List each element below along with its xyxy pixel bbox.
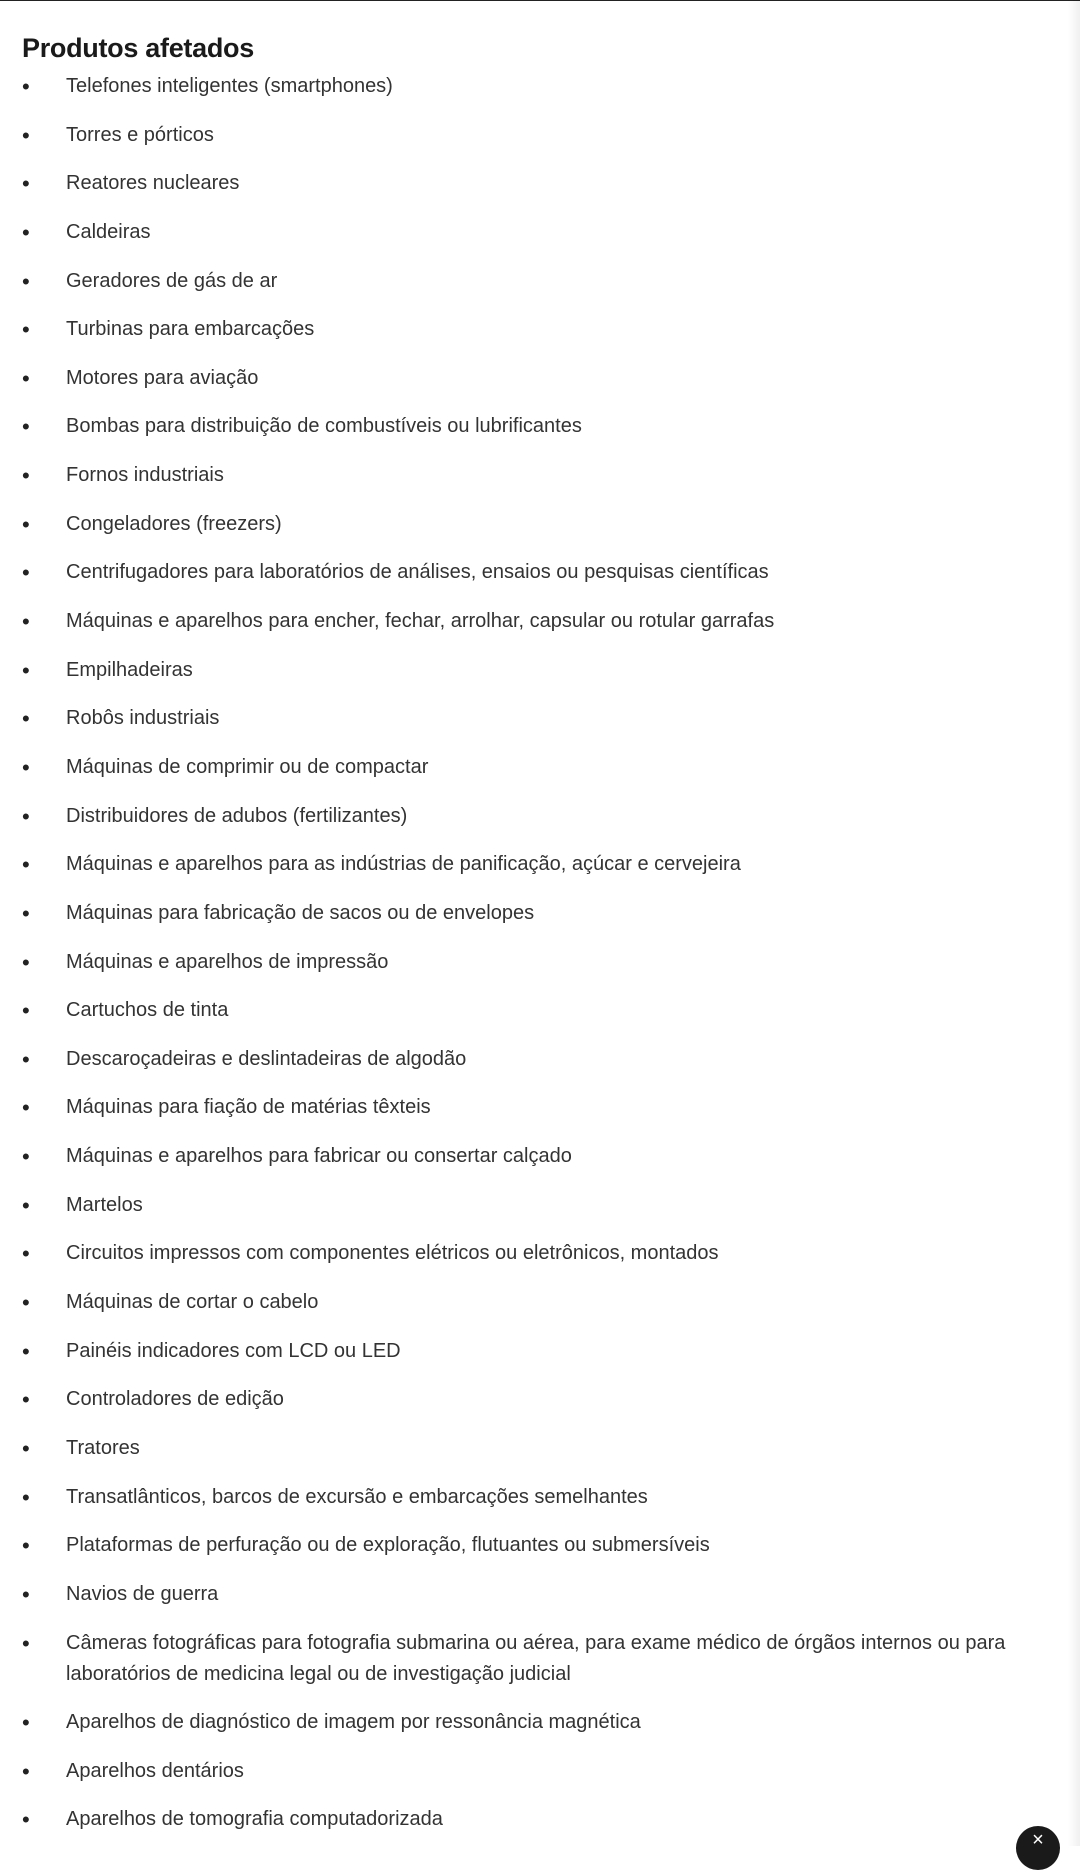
- list-item: [22, 314, 1052, 345]
- bullet-icon: •: [22, 317, 30, 343]
- bullet-icon: •: [22, 852, 30, 878]
- list-item-text: Aparelhos dentários: [66, 1759, 244, 1782]
- list-item-text: Painéis indicadores com LCD ou LED: [66, 1339, 401, 1362]
- bullet-icon: •: [22, 706, 30, 732]
- bullet-icon: •: [22, 1630, 30, 1656]
- list-item-text: Máquinas de cortar o cabelo: [66, 1291, 319, 1314]
- bullet-icon: •: [22, 1581, 30, 1607]
- list-item-text: Máquinas de comprimir ou de compactar: [66, 755, 429, 778]
- list-item: [22, 1141, 1052, 1172]
- bullet-icon: •: [22, 1533, 30, 1559]
- list-item: [22, 1044, 1052, 1075]
- list-item: [22, 1190, 1052, 1221]
- bullet-icon: •: [22, 268, 30, 294]
- bullet-icon: •: [22, 171, 30, 197]
- list-item: [22, 1433, 1052, 1464]
- list-item: [22, 1482, 1052, 1513]
- list-item: [22, 1804, 1052, 1835]
- bullet-icon: •: [22, 414, 30, 440]
- bullet-icon: •: [22, 1046, 30, 1072]
- bullet-icon: •: [22, 1095, 30, 1121]
- bullet-icon: •: [22, 1338, 30, 1364]
- bullet-icon: •: [22, 1807, 30, 1833]
- list-item-text: Empilhadeiras: [66, 658, 193, 681]
- list-item: [22, 217, 1052, 248]
- list-item: [22, 947, 1052, 978]
- scroll-edge-shadow: [1068, 0, 1080, 1846]
- bullet-icon: •: [22, 1758, 30, 1784]
- list-item-text: Aparelhos de diagnóstico de imagem por ressonância magnética: [66, 1711, 641, 1734]
- list-item: [22, 752, 1052, 783]
- bullet-icon: •: [22, 900, 30, 926]
- list-item: [22, 1384, 1052, 1415]
- list-item-text: Bombas para distribuição de combustíveis ou lubrificantes: [66, 415, 582, 438]
- list-item: [22, 1287, 1052, 1318]
- bullet-icon: •: [22, 803, 30, 829]
- list-item: [22, 71, 1052, 102]
- bullet-icon: •: [22, 1290, 30, 1316]
- bullet-icon: •: [22, 219, 30, 245]
- list-item: [22, 509, 1052, 540]
- list-item-text: Fornos industriais: [66, 464, 224, 487]
- list-item: [22, 703, 1052, 734]
- list-item-text: Martelos: [66, 1193, 143, 1216]
- list-item: [22, 1092, 1052, 1123]
- bullet-icon: •: [22, 657, 30, 683]
- list-item-text: Câmeras fotográficas para fotografia submarina ou aérea, para exame médico de órgãos internos ou para laboratórios de medicina legal ou de investigação judicial: [66, 1631, 1006, 1685]
- bullet-icon: •: [22, 511, 30, 537]
- affected-products-section: [22, 28, 1052, 1853]
- list-item-text: Robôs industriais: [66, 707, 220, 730]
- list-item: [22, 363, 1052, 394]
- list-item: [22, 655, 1052, 686]
- list-item-text: Descaroçadeiras e deslintadeiras de algodão: [66, 1047, 467, 1070]
- bullet-icon: •: [22, 1484, 30, 1510]
- list-item: [22, 411, 1052, 442]
- bullet-icon: •: [22, 1192, 30, 1218]
- list-item-text: Máquinas e aparelhos para fabricar ou consertar calçado: [66, 1145, 572, 1168]
- close-button[interactable]: [1016, 1826, 1060, 1870]
- list-item-text: Centrifugadores para laboratórios de análises, ensaios ou pesquisas científicas: [66, 561, 769, 584]
- bullet-icon: •: [22, 122, 30, 148]
- bullet-icon: •: [22, 1710, 30, 1736]
- list-item-text: Reatores nucleares: [66, 172, 240, 195]
- list-item: [22, 1628, 1052, 1690]
- list-item: [22, 1238, 1052, 1269]
- bullet-icon: •: [22, 365, 30, 391]
- list-item: [22, 1756, 1052, 1787]
- list-item: [22, 1530, 1052, 1561]
- list-item: [22, 606, 1052, 637]
- bullet-icon: •: [22, 1387, 30, 1413]
- bullet-icon: •: [22, 754, 30, 780]
- list-item-text: Plataformas de perfuração ou de exploração, flutuantes ou submersíveis: [66, 1534, 710, 1557]
- section-title: Produtos afetados: [22, 33, 254, 63]
- list-item: [22, 898, 1052, 929]
- bullet-icon: •: [22, 74, 30, 99]
- bullet-icon: •: [22, 949, 30, 975]
- list-item-text: Geradores de gás de ar: [66, 269, 278, 292]
- list-item: [22, 995, 1052, 1026]
- list-item: [22, 460, 1052, 491]
- list-item-text: Distribuidores de adubos (fertilizantes): [66, 804, 408, 827]
- list-item: [22, 1579, 1052, 1610]
- list-item-text: Máquinas e aparelhos de impressão: [66, 950, 389, 973]
- list-item-text: Máquinas e aparelhos para encher, fechar, arrolhar, capsular ou rotular garrafas: [66, 610, 775, 633]
- list-item: [22, 120, 1052, 151]
- bullet-icon: •: [22, 1241, 30, 1267]
- list-item-text: Caldeiras: [66, 220, 151, 243]
- list-item-text: Máquinas para fiação de matérias têxteis: [66, 1096, 431, 1119]
- list-item-text: Circuitos impressos com componentes elétricos ou eletrônicos, montados: [66, 1242, 719, 1265]
- bullet-icon: •: [22, 1435, 30, 1461]
- list-item: [22, 266, 1052, 297]
- list-item: [22, 1336, 1052, 1367]
- list-item: [22, 801, 1052, 832]
- list-item-text: Motores para aviação: [66, 366, 259, 389]
- bullet-icon: •: [22, 609, 30, 635]
- list-item-text: Telefones inteligentes (smartphones): [66, 75, 393, 97]
- list-item: [22, 168, 1052, 199]
- list-item-text: Máquinas e aparelhos para as indústrias de panificação, açúcar e cervejeira: [66, 853, 741, 876]
- bullet-icon: •: [22, 560, 30, 586]
- list-item-text: Aparelhos de tomografia computadorizada: [66, 1808, 443, 1831]
- list-item-text: Cartuchos de tinta: [66, 999, 229, 1022]
- close-icon: ×: [1032, 1829, 1044, 1851]
- bullet-icon: •: [22, 1144, 30, 1170]
- list-item-text: Tratores: [66, 1436, 140, 1459]
- list-item: [22, 1707, 1052, 1738]
- list-item-text: Torres e pórticos: [66, 123, 214, 146]
- list-item-text: Congeladores (freezers): [66, 512, 282, 535]
- list-item-text: Transatlânticos, barcos de excursão e embarcações semelhantes: [66, 1485, 648, 1508]
- list-item-text: Navios de guerra: [66, 1582, 219, 1605]
- list-item-text: Controladores de edição: [66, 1388, 284, 1411]
- list-item: [22, 849, 1052, 880]
- list-item-text: Turbinas para embarcações: [66, 318, 315, 341]
- list-item: [22, 557, 1052, 588]
- product-list: [22, 71, 1052, 1835]
- list-item-text: Máquinas para fabricação de sacos ou de envelopes: [66, 901, 535, 924]
- top-divider: [0, 0, 1080, 1]
- bullet-icon: •: [22, 998, 30, 1024]
- bullet-icon: •: [22, 463, 30, 489]
